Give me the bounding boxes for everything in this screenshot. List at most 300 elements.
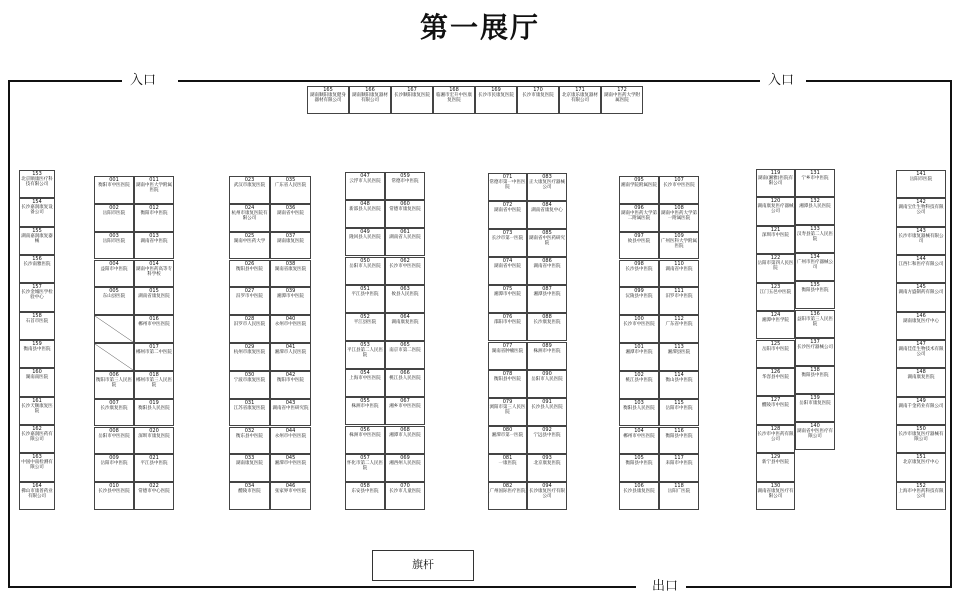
booth-name: 常德市中心医院 (138, 489, 170, 495)
booth-025 (229, 232, 270, 260)
booth-number: 046 (285, 483, 296, 490)
booth-name: 北京康复医疗中心 (903, 460, 939, 466)
booth-number: 053 (360, 342, 370, 348)
wall-top-right (806, 80, 952, 82)
booth-number: 003 (109, 232, 119, 239)
booth-name: 湖南中医药大学 (233, 238, 266, 244)
booth-046 (270, 482, 311, 510)
booth-number: 091 (542, 398, 552, 405)
booth-038 (270, 260, 311, 288)
booth-number: 070 (400, 482, 410, 489)
booth-060 (385, 200, 425, 228)
entrance-left-label: 入口 (130, 73, 157, 88)
booth-153 (19, 170, 55, 198)
booth-157 (19, 283, 55, 311)
booth-131 (795, 169, 835, 197)
booth-151 (896, 453, 946, 481)
booth-name: 益阳市中医院 (100, 266, 128, 272)
booth-099 (619, 287, 659, 315)
booth-number: 018 (149, 371, 159, 378)
booth-number: 068 (400, 426, 410, 433)
booth-number: 117 (674, 455, 684, 462)
booth-number: 110 (674, 260, 684, 267)
flagpole-label: 旗杆 (412, 558, 434, 571)
booth-number: 025 (244, 232, 255, 239)
booth-number: 030 (244, 371, 255, 378)
booth-103 (619, 399, 659, 427)
booth-number: 066 (400, 370, 410, 377)
booth-128 (756, 425, 795, 453)
booth-name: 衡山县中医院 (665, 377, 693, 383)
booth-135 (795, 281, 835, 309)
booth-name: 江苏省康复医院 (233, 405, 266, 411)
booth-119 (756, 169, 795, 197)
booth-name: 新宁县中医院 (762, 460, 789, 466)
booth-name: 广州国际医疗医院 (489, 488, 526, 494)
booth-005 (94, 287, 134, 315)
booth-044 (270, 427, 311, 455)
booth-name: 湖南康复医疗器械公司 (757, 204, 794, 215)
booth-number: 162 (32, 426, 42, 432)
booth-name: 衡阳市中医院 (277, 377, 304, 383)
booth-name: 湘潭市第一医院 (491, 432, 524, 438)
booth-number: 089 (542, 342, 552, 349)
booth-name: 临湘市宏升中医康复医院 (436, 93, 472, 103)
booth-name: 汨罗市人民医院 (233, 322, 266, 328)
booth-name: 衡南县中医院 (23, 347, 51, 352)
booth-146 (896, 312, 946, 340)
booth-117 (659, 454, 699, 482)
booth-030 (229, 371, 270, 399)
booth-013 (134, 232, 174, 260)
booth-name: 湖南省中医院 (277, 210, 304, 216)
booth-name: 新邵县人民医院 (349, 207, 381, 213)
booth-006 (94, 371, 134, 399)
booth-number: 102 (634, 371, 644, 378)
booth-number: 149 (916, 397, 926, 404)
booth-name: 广东省中医院 (665, 322, 693, 328)
booth-number: 148 (916, 369, 926, 376)
booth-039 (270, 287, 311, 315)
booth-number: 140 (810, 422, 820, 429)
booth-number: 052 (360, 313, 370, 320)
booth-name: 岳阳市医院 (102, 238, 126, 244)
booth-name: 湖南千金药业有限公司 (898, 403, 944, 409)
booth-number: 009 (109, 455, 119, 462)
booth-name: 长沙金城医学检验中心 (21, 290, 53, 301)
booth-name: 深圳市中医院 (762, 232, 789, 238)
booth-100 (619, 315, 659, 343)
booth-number: 080 (502, 426, 513, 433)
booth-027 (229, 287, 270, 315)
booth-name: 湘潭市人民医院 (274, 350, 307, 355)
booth-number: 170 (533, 87, 543, 93)
booth-number: 172 (617, 87, 627, 93)
booth-number: 165 (323, 87, 333, 93)
booth-121 (756, 226, 795, 254)
booth-number: 073 (502, 230, 513, 237)
booth-092 (527, 426, 567, 454)
booth-number: 032 (244, 427, 255, 434)
booth-068 (385, 426, 425, 454)
booth-number: 069 (400, 454, 410, 461)
booth-number: 065 (400, 342, 410, 348)
booth-136 (795, 310, 835, 338)
booth-number: 167 (407, 87, 417, 93)
booth-name: 汨罗市中医院 (236, 294, 263, 300)
booth-139 (795, 394, 835, 422)
booth-name: 北京康乐康复器材有限公司 (562, 93, 598, 103)
booth-name: 湖南省中医院 (140, 238, 168, 244)
booth-name: 江西仁和医疗有限公司 (898, 262, 944, 267)
booth-019 (134, 399, 174, 427)
booth-074 (488, 257, 527, 285)
booth-name: 长沙县康复医院 (623, 489, 655, 495)
booth-name: 长沙市第一医院 (491, 236, 524, 242)
booth-073 (488, 229, 527, 257)
booth-number: 050 (360, 257, 370, 264)
booth-020 (134, 427, 174, 455)
booth-number: 098 (634, 260, 644, 267)
booth-number: 084 (542, 202, 552, 209)
booth-name: 攸县中医院 (627, 238, 651, 244)
booth-name: 株洲市中医院 (533, 348, 561, 354)
booth-037 (270, 232, 311, 260)
booth-number: 166 (365, 87, 375, 93)
booth-name: 常德市中医院 (391, 179, 419, 184)
booth-097 (619, 232, 659, 260)
booth-129 (756, 453, 795, 481)
booth-name: 湘潭县人民医院 (799, 204, 831, 210)
booth-107 (659, 176, 699, 204)
flagpole-area (372, 550, 474, 581)
booth-name: 湘南学院附属医院 (621, 183, 657, 188)
booth-number: 099 (634, 288, 644, 295)
booth-number: 111 (674, 288, 684, 295)
booth-name: 长沙嘉润医药有限公司 (21, 432, 53, 442)
booth-number: 095 (634, 177, 644, 183)
booth-number: 108 (674, 204, 684, 211)
booth-name: 湖南中医药大学第一附属医院 (661, 210, 697, 221)
booth-number: 061 (400, 229, 410, 236)
booth-name: 湖南省康复中心 (531, 208, 563, 214)
booth-name: 长沙市康复医疗器械有限公司 (898, 432, 944, 442)
booth-009 (94, 454, 134, 482)
booth-number: 056 (360, 426, 370, 433)
booth-045 (270, 454, 311, 482)
booth-087 (527, 285, 567, 313)
booth-name: 岳阳市康复医院 (799, 400, 831, 406)
booth-104 (619, 427, 659, 455)
booth-057 (345, 454, 385, 482)
booth-095 (619, 176, 659, 204)
booth-165 (307, 86, 349, 114)
booth-number: 151 (916, 454, 926, 461)
booth-number: 141 (916, 171, 926, 177)
booth-name: 长沙县中医医院 (98, 489, 130, 495)
booth-name: 湖南方盛制药有限公司 (898, 290, 944, 296)
booth-166 (349, 86, 391, 114)
booth-number: 158 (32, 312, 42, 319)
booth-036 (270, 204, 311, 232)
booth-008 (94, 427, 134, 455)
entrance-right-label: 入口 (768, 73, 795, 88)
booth-number: 124 (770, 312, 781, 319)
booth-number: 071 (502, 174, 513, 180)
booth-number: 113 (674, 344, 684, 350)
booth-number: 051 (360, 285, 370, 292)
booth-031 (229, 399, 270, 427)
booth-name: 长沙市中医医院 (663, 183, 695, 188)
booth-name: 湖南南医院 (25, 375, 49, 381)
booth-122 (756, 254, 795, 282)
booth-number: 079 (502, 398, 513, 405)
booth-number: 135 (810, 282, 820, 289)
booth-number: 083 (542, 174, 552, 180)
booth-133 (795, 225, 835, 253)
booth-name: 湘潭市中医院 (494, 292, 521, 298)
booth-name: 衡阳县中医院 (625, 461, 653, 467)
booth-name: 长沙康复医疗有限公司 (529, 488, 565, 499)
booth-number: 022 (149, 483, 159, 490)
booth-name: 岳阳市中医院 (665, 405, 693, 411)
booth-number: 159 (32, 341, 42, 347)
booth-name: 长沙县人民医院 (531, 404, 563, 410)
booth-number: 143 (916, 227, 926, 234)
booth-name: 桃江县人民医院 (389, 376, 421, 382)
booth-name: 长沙市儿童医院 (389, 488, 421, 494)
booth-name: 石首市医院 (25, 318, 49, 324)
booth-065 (385, 341, 425, 369)
booth-055 (345, 397, 385, 425)
booth-name: 永州市中医医院 (274, 433, 307, 439)
booth-number: 040 (285, 316, 296, 323)
booth-number: 090 (542, 370, 552, 377)
booth-name: 华容县中医院 (762, 374, 789, 380)
booth-124 (756, 311, 795, 339)
booth-number: 011 (149, 177, 159, 183)
booth-empty (94, 343, 134, 371)
booth-114 (659, 371, 699, 399)
booth-number: 101 (634, 344, 644, 350)
wall-bottom-right (686, 586, 952, 588)
booth-058 (345, 482, 385, 510)
booth-113 (659, 343, 699, 371)
booth-number: 020 (149, 427, 159, 434)
booth-number: 041 (285, 344, 296, 350)
booth-033 (229, 454, 270, 482)
booth-054 (345, 369, 385, 397)
booth-name: 杭州市康复医院 (233, 350, 266, 355)
booth-number: 133 (810, 226, 820, 233)
booth-number: 042 (285, 371, 296, 378)
booth-number: 138 (810, 366, 820, 373)
booth-number: 002 (109, 204, 119, 211)
booth-127 (756, 396, 795, 424)
booth-number: 109 (674, 232, 684, 239)
booth-number: 130 (770, 482, 781, 489)
booth-name: 张家界市中医院 (274, 489, 307, 495)
booth-name: 岳阳市中医院 (762, 346, 789, 352)
booth-name: 衡阳县中医院 (801, 288, 829, 294)
booth-079 (488, 398, 527, 426)
booth-041 (270, 343, 311, 371)
booth-017 (134, 343, 174, 371)
booth-102 (619, 371, 659, 399)
booth-name: 湖南中医药大学附属医院 (604, 93, 640, 103)
booth-090 (527, 370, 567, 398)
booth-name: 正大康复医疗器械公司 (529, 180, 565, 190)
booth-059 (385, 172, 425, 200)
booth-number: 034 (244, 483, 255, 490)
booth-120 (756, 197, 795, 225)
booth-number: 126 (770, 368, 781, 375)
booth-170 (517, 86, 559, 114)
booth-name: 云浮市人民医院 (349, 179, 381, 184)
booth-number: 055 (360, 398, 370, 405)
booth-name: 桃江县中医院 (625, 377, 653, 383)
booth-159 (19, 340, 55, 368)
booth-number: 154 (32, 199, 42, 206)
booth-number: 023 (244, 177, 255, 183)
booth-number: 048 (360, 201, 370, 208)
booth-number: 082 (502, 482, 513, 489)
booth-142 (896, 198, 946, 226)
booth-number: 107 (674, 177, 684, 183)
booth-082 (488, 482, 527, 510)
booth-048 (345, 200, 385, 228)
booth-069 (385, 454, 425, 482)
booth-name: 长沙市康复器械有限公司 (898, 233, 944, 244)
booth-134 (795, 253, 835, 281)
booth-075 (488, 285, 527, 313)
booth-148 (896, 368, 946, 396)
booth-125 (756, 340, 795, 368)
booth-number: 171 (575, 87, 585, 93)
booth-number: 035 (285, 177, 296, 183)
booth-name: 常德市康复医院 (389, 207, 421, 213)
booth-name: 湖南省康复医院 (274, 266, 307, 272)
booth-number: 088 (542, 314, 552, 321)
booth-number: 044 (285, 427, 296, 434)
booth-name: 醴陵市医院 (238, 489, 261, 495)
booth-number: 127 (770, 397, 781, 404)
booth-011 (134, 176, 174, 204)
booth-number: 081 (502, 454, 513, 461)
booth-number: 021 (149, 455, 159, 462)
booth-name: 广东省人民医院 (274, 183, 307, 188)
booth-name: 汉寿县第二人民医院 (797, 232, 833, 243)
booth-name: 长沙市中医医院 (623, 322, 655, 328)
wall-top-left (8, 80, 122, 82)
booth-number: 114 (674, 371, 684, 378)
booth-number: 008 (109, 427, 119, 434)
booth-089 (527, 342, 567, 370)
booth-number: 142 (916, 199, 926, 206)
booth-167 (391, 86, 433, 114)
booth-171 (559, 86, 601, 114)
booth-name: 北京康复医院 (533, 460, 561, 466)
booth-name: 衡阳市中医医院 (98, 183, 130, 188)
booth-035 (270, 176, 311, 204)
booth-012 (134, 204, 174, 232)
booth-name: 衡阳县中医院 (665, 433, 693, 439)
booth-101 (619, 343, 659, 371)
wall-top-middle (178, 80, 760, 82)
booth-name: 湖南中医药大学第二附属医院 (621, 210, 657, 221)
booth-050 (345, 257, 385, 285)
booth-number: 063 (400, 285, 410, 292)
booth-number: 139 (810, 394, 820, 401)
booth-number: 129 (770, 454, 781, 461)
exit-label: 出口 (652, 579, 679, 594)
booth-number: 077 (502, 342, 513, 349)
booth-number: 010 (109, 483, 119, 490)
page-title: 第一展厅 (419, 11, 540, 44)
booth-140 (795, 422, 835, 450)
booth-015 (134, 287, 174, 315)
booth-071 (488, 173, 527, 201)
booth-name: 湘潭市中医院 (277, 294, 304, 300)
booth-number: 156 (32, 256, 42, 262)
booth-name: 湘潭市中医院 (625, 350, 653, 355)
booth-number: 122 (770, 255, 781, 262)
booth-number: 137 (810, 338, 820, 345)
booth-160 (19, 368, 55, 396)
booth-name: 湖南(湘雅)医院有限公司 (757, 176, 793, 186)
booth-number: 067 (400, 398, 410, 405)
booth-name: 平江县第二人民医院 (347, 348, 383, 358)
booth-name: 沅陵县中医院 (625, 294, 653, 300)
booth-name: 江门五邑中医院 (759, 289, 792, 295)
booth-name: 郴州市中医医院 (623, 433, 655, 439)
booth-name: 长沙市民康复医院 (478, 93, 514, 98)
booth-name: 杭州市康复医院有限公司 (231, 210, 268, 221)
booth-061 (385, 228, 425, 256)
booth-name: 长沙康复医院 (100, 405, 128, 411)
booth-072 (488, 201, 527, 229)
booth-143 (896, 227, 946, 255)
booth-name: 衡阳市中医院 (140, 210, 168, 216)
booth-109 (659, 232, 699, 260)
booth-number: 006 (109, 371, 119, 378)
booth-empty (94, 315, 134, 343)
booth-name: 北京顺康医疗科技有限公司 (21, 177, 53, 187)
booth-010 (94, 482, 134, 510)
booth-name: 岳阳市第四人民医院 (757, 261, 794, 272)
booth-052 (345, 313, 385, 341)
booth-name: 广州市医疗器械公司 (797, 260, 833, 271)
booth-014 (134, 260, 174, 288)
booth-name: 湖南省人民医院 (389, 235, 421, 241)
booth-number: 121 (770, 226, 781, 233)
booth-name: 长沙顺阳康复医院 (394, 93, 430, 98)
booth-name: 南京市第二医院 (389, 348, 421, 353)
booth-049 (345, 228, 385, 256)
booth-number: 072 (502, 202, 513, 209)
booth-number: 045 (285, 455, 296, 462)
booth-name: 长沙嘉润康复设备公司 (21, 205, 53, 216)
booth-name: 湖南省康复医疗有限公司 (757, 488, 794, 499)
booth-name: 浏阳市第三人民医院 (489, 404, 526, 415)
booth-163 (19, 453, 55, 481)
booth-name: 湖南顺阳康复器材有限公司 (352, 93, 388, 103)
booth-name: 湖南省肿瘤医院 (491, 348, 524, 354)
booth-name: 湘潭市人民医院 (389, 432, 421, 438)
booth-152 (896, 482, 946, 510)
booth-096 (619, 204, 659, 232)
booth-name: 湖南嘉润康复器械 (21, 233, 53, 244)
